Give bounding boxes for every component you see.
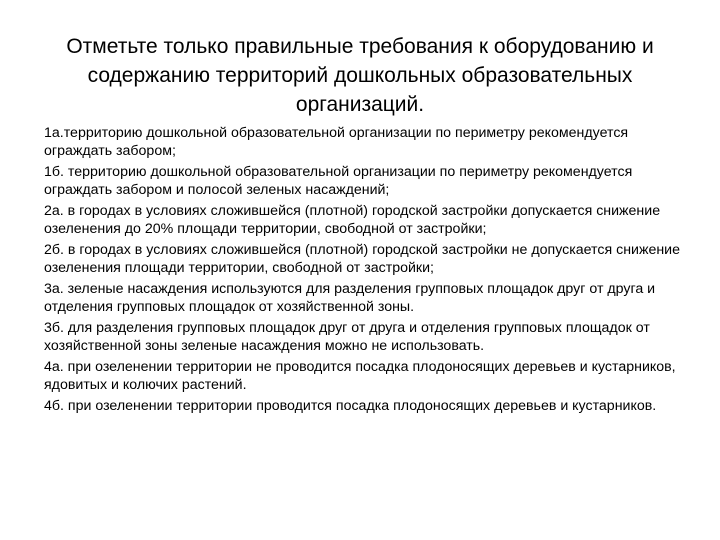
requirement-3b: 3б. для разделения групповых площадок друг от друга и отделения групповых площадок от хозяйственной зоны зеленые насаждения можно не использовать. (44, 320, 650, 354)
requirement-2a: 2а. в городах в условиях сложившейся (плотной) городской застройки допускается снижение озеленения до 20% площади территории, свободной от застройки; (44, 203, 661, 237)
requirement-3a: 3а. зеленые насаждения используются для разделения групповых площадок друг от друга и отделения групповых площадок от хозяйственной зоны. (44, 281, 656, 315)
requirement-1b: 1б. территорию дошкольной образовательной организации по периметру рекомендуется ограждать забором и полосой зеленых насаждений; (44, 164, 633, 198)
requirements-list (44, 125, 684, 420)
requirement-4b: 4б. при озеленении территории проводится посадка плодоносящих деревьев и кустарников. (44, 398, 657, 414)
requirement-1a: 1а.территорию дошкольной образовательной организации по периметру рекомендуется ограждать забором; (44, 125, 629, 159)
slide-title: Отметьте только правильные требования к оборудованию и содержанию территорий дошкольных образовательных организаций. (66, 35, 654, 116)
requirement-4a: 4а. при озеленении территории не проводится посадка плодоносящих деревьев и кустарников, ядовитых и колючих растений. (44, 359, 676, 393)
requirement-2b: 2б. в городах в условиях сложившейся (плотной) городской застройки не допускается снижение озеленения площади территории, свободной от застройки; (44, 242, 680, 276)
